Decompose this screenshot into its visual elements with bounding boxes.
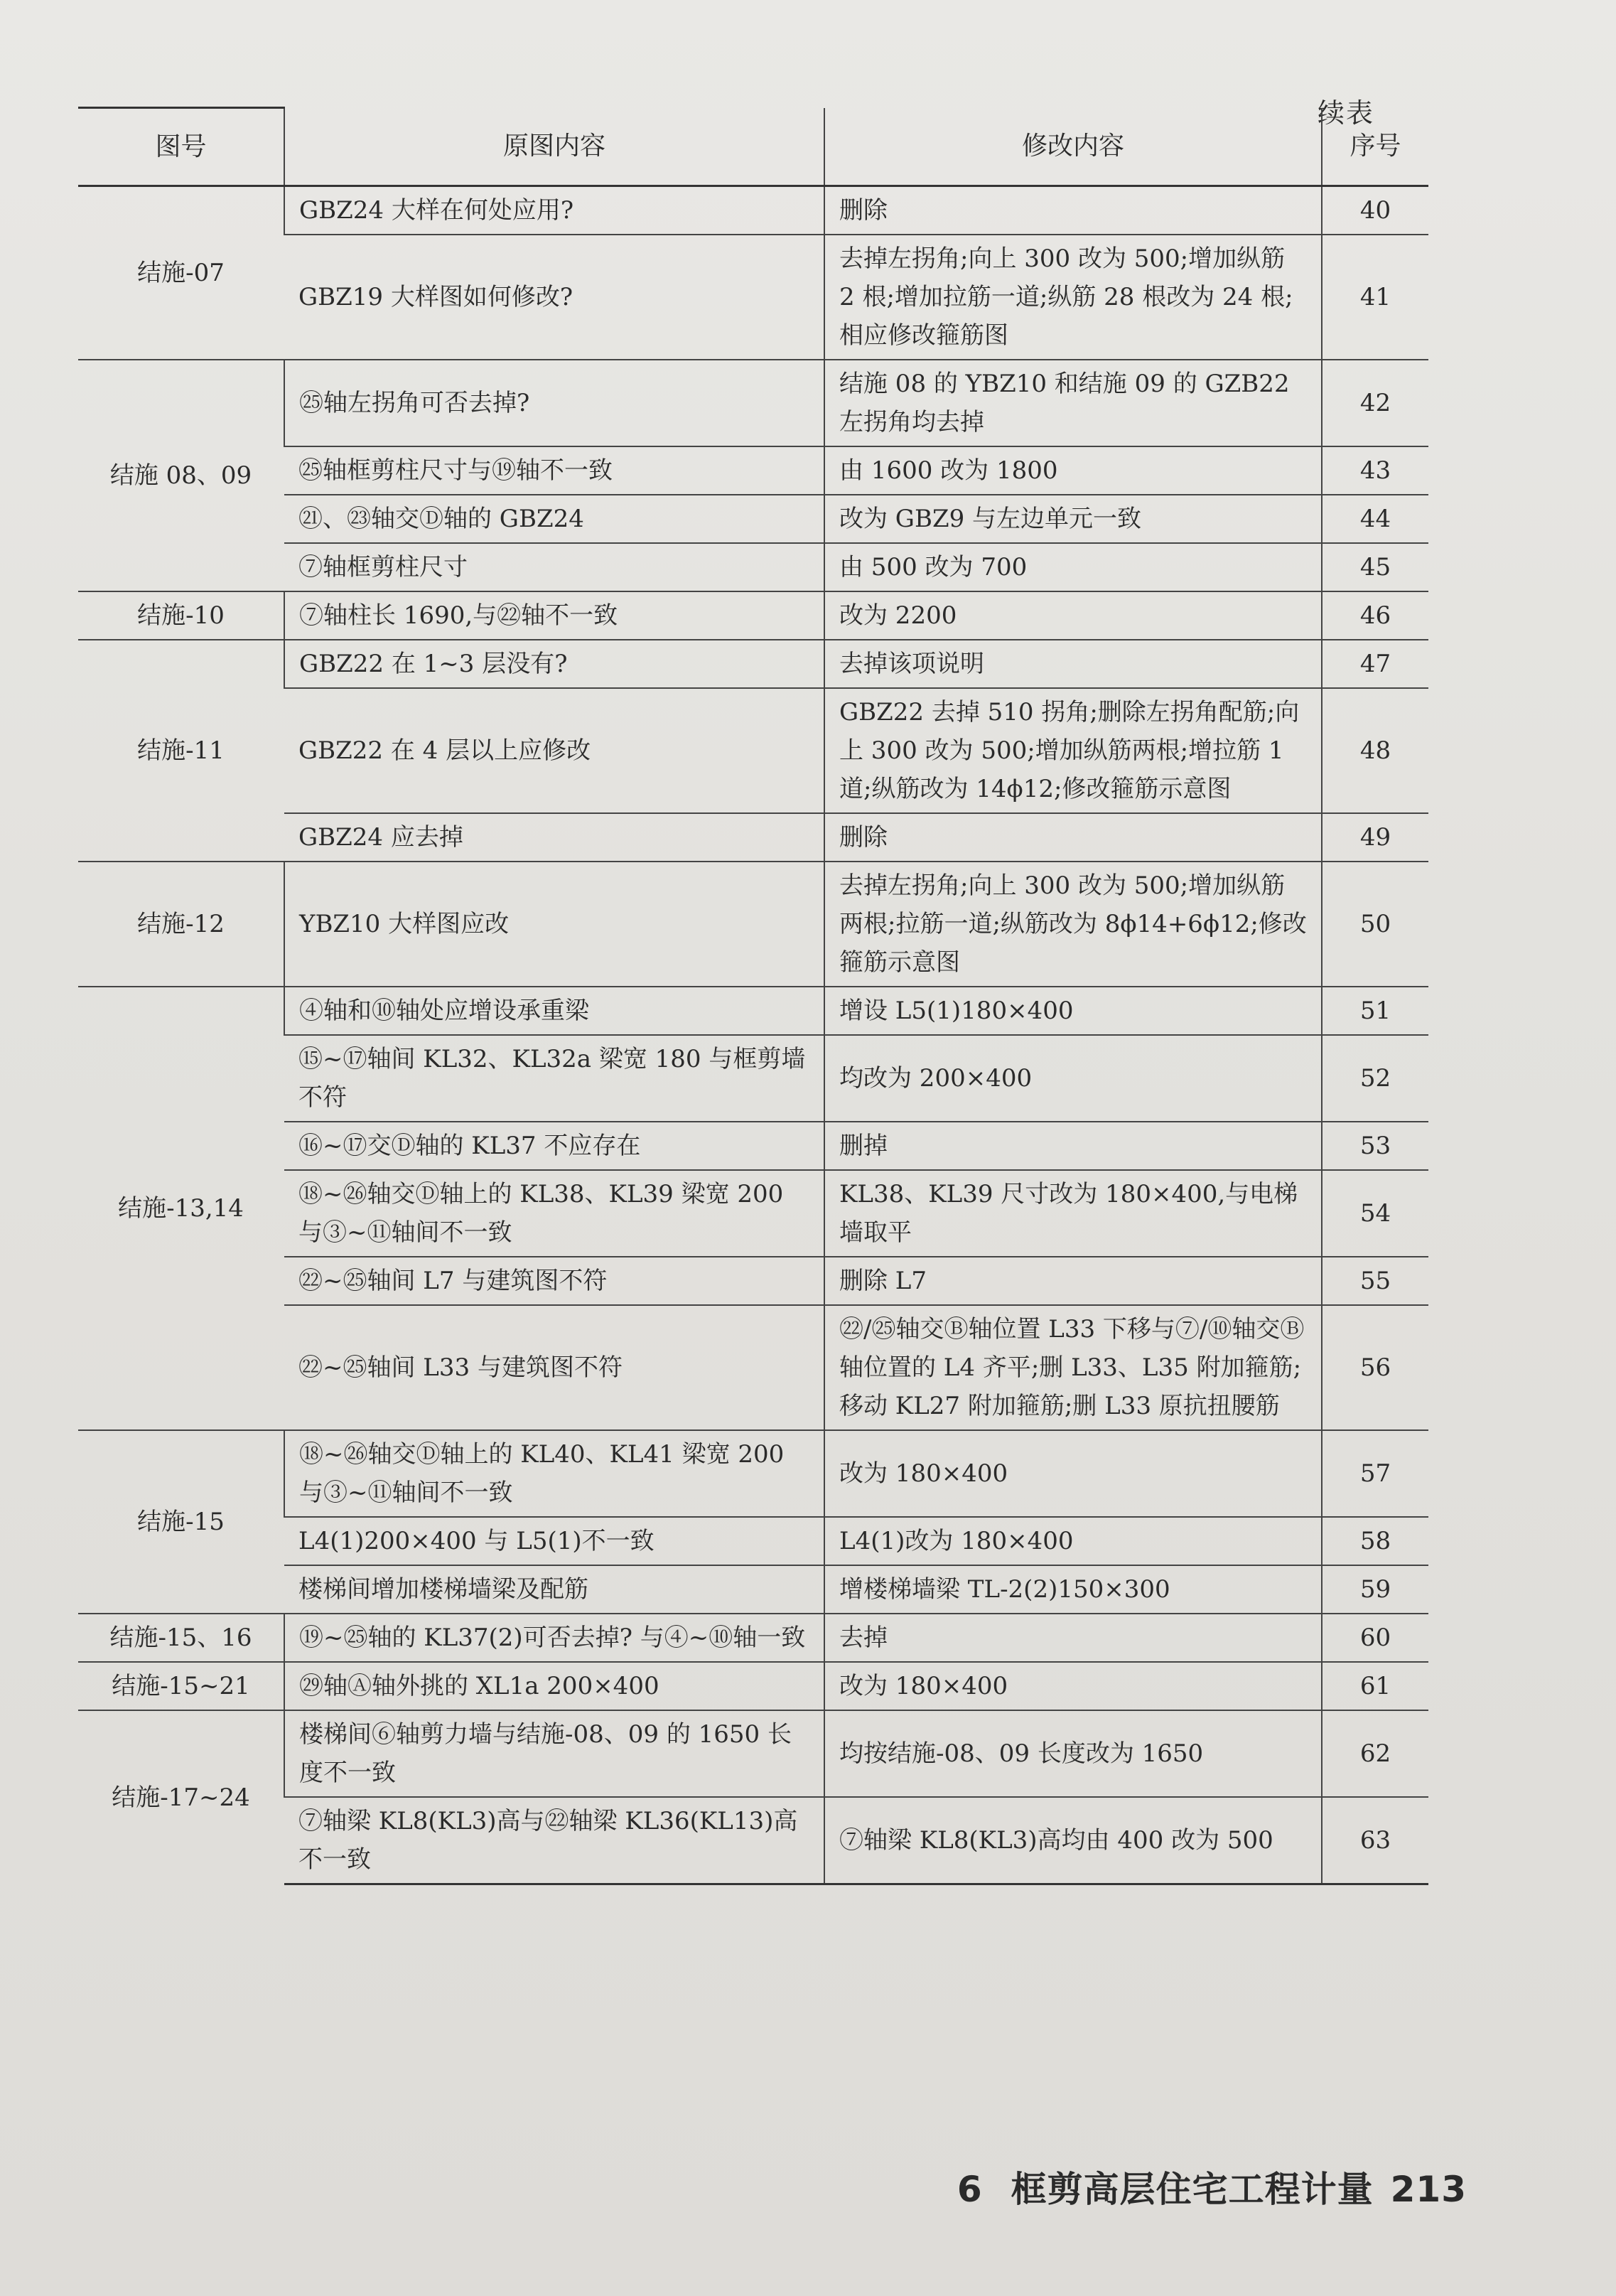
drawing-number-cell: 结施-17~24 bbox=[78, 1710, 284, 1884]
drawing-number-cell: 结施-15、16 bbox=[78, 1614, 284, 1662]
footer-title: 框剪高层住宅工程计量 bbox=[1011, 2169, 1374, 2210]
modification-cell: ⑦轴梁 KL8(KL3)高均由 400 改为 500 bbox=[824, 1797, 1322, 1884]
table-body bbox=[78, 186, 1428, 1884]
seq-cell: 45 bbox=[1322, 543, 1428, 591]
header-drawing-no: 图号 bbox=[78, 108, 284, 186]
original-content-cell: ㉒~㉕轴间 L33 与建筑图不符 bbox=[284, 1305, 824, 1430]
table-row bbox=[78, 640, 1428, 688]
seq-cell: 60 bbox=[1322, 1614, 1428, 1662]
modification-cell: 去掉 bbox=[824, 1614, 1322, 1662]
seq-cell: 54 bbox=[1322, 1170, 1428, 1257]
modification-cell: 均改为 200×400 bbox=[824, 1035, 1322, 1122]
table-header-row bbox=[78, 108, 1428, 186]
original-content-cell: L4(1)200×400 与 L5(1)不一致 bbox=[284, 1517, 824, 1565]
modification-cell: 由 1600 改为 1800 bbox=[824, 446, 1322, 495]
original-content-cell: ㉙轴Ⓐ轴外挑的 XL1a 200×400 bbox=[284, 1662, 824, 1710]
original-content-cell: ㉕轴框剪柱尺寸与⑲轴不一致 bbox=[284, 446, 824, 495]
modification-cell: 均按结施-08、09 长度改为 1650 bbox=[824, 1710, 1322, 1797]
original-content-cell: ㉑、㉓轴交Ⓓ轴的 GBZ24 bbox=[284, 495, 824, 543]
original-content-cell: ⑱~㉖轴交Ⓓ轴上的 KL38、KL39 梁宽 200 与③~⑪轴间不一致 bbox=[284, 1170, 824, 1257]
drawing-number-cell: 结施 08、09 bbox=[78, 360, 284, 591]
original-content-cell: ⑦轴梁 KL8(KL3)高与㉒轴梁 KL36(KL13)高不一致 bbox=[284, 1797, 824, 1884]
modification-cell: 改为 GBZ9 与左边单元一致 bbox=[824, 495, 1322, 543]
table-row bbox=[78, 1710, 1428, 1797]
modification-cell: 去掉左拐角;向上 300 改为 500;增加纵筋两根;拉筋一道;纵筋改为 8ϕ14+6ϕ12;修改箍筋示意图 bbox=[824, 862, 1322, 987]
header-original-content: 原图内容 bbox=[284, 108, 824, 186]
seq-cell: 48 bbox=[1322, 688, 1428, 813]
seq-cell: 41 bbox=[1322, 235, 1428, 360]
seq-cell: 50 bbox=[1322, 862, 1428, 987]
modification-cell: 删掉 bbox=[824, 1122, 1322, 1170]
seq-cell: 51 bbox=[1322, 987, 1428, 1035]
original-content-cell: ㉒~㉕轴间 L7 与建筑图不符 bbox=[284, 1257, 824, 1305]
table-row bbox=[78, 1614, 1428, 1662]
modification-cell: 改为 180×400 bbox=[824, 1662, 1322, 1710]
footer-chapter: 6 bbox=[957, 2169, 983, 2210]
seq-cell: 57 bbox=[1322, 1430, 1428, 1517]
header-modification: 修改内容 bbox=[824, 108, 1322, 186]
seq-cell: 62 bbox=[1322, 1710, 1428, 1797]
footer-page-number: 213 bbox=[1390, 2169, 1467, 2210]
modification-cell: 去掉左拐角;向上 300 改为 500;增加纵筋 2 根;增加拉筋一道;纵筋 28 根改为 24 根;相应修改箍筋图 bbox=[824, 235, 1322, 360]
seq-cell: 49 bbox=[1322, 813, 1428, 862]
seq-cell: 58 bbox=[1322, 1517, 1428, 1565]
table-row bbox=[78, 360, 1428, 446]
page-footer bbox=[957, 2161, 1467, 2212]
table-row bbox=[78, 186, 1428, 235]
modification-cell: 由 500 改为 700 bbox=[824, 543, 1322, 591]
seq-cell: 47 bbox=[1322, 640, 1428, 688]
modification-cell: 增楼梯墙梁 TL-2(2)150×300 bbox=[824, 1565, 1322, 1614]
original-content-cell: GBZ22 在 4 层以上应修改 bbox=[284, 688, 824, 813]
original-content-cell: GBZ24 大样在何处应用? bbox=[284, 186, 824, 235]
seq-cell: 40 bbox=[1322, 186, 1428, 235]
table-row bbox=[78, 1430, 1428, 1517]
modification-cell: 结施 08 的 YBZ10 和结施 09 的 GZB22 左拐角均去掉 bbox=[824, 360, 1322, 446]
original-content-cell: GBZ24 应去掉 bbox=[284, 813, 824, 862]
modification-cell: KL38、KL39 尺寸改为 180×400,与电梯墙取平 bbox=[824, 1170, 1322, 1257]
original-content-cell: ⑦轴柱长 1690,与㉒轴不一致 bbox=[284, 591, 824, 640]
modification-cell: 删除 bbox=[824, 186, 1322, 235]
drawing-number-cell: 结施-11 bbox=[78, 640, 284, 862]
original-content-cell: ⑱~㉖轴交Ⓓ轴上的 KL40、KL41 梁宽 200 与③~⑪轴间不一致 bbox=[284, 1430, 824, 1517]
continued-label: 续表 bbox=[1317, 97, 1374, 129]
seq-cell: 59 bbox=[1322, 1565, 1428, 1614]
original-content-cell: YBZ10 大样图应改 bbox=[284, 862, 824, 987]
drawing-number-cell: 结施-07 bbox=[78, 186, 284, 360]
seq-cell: 52 bbox=[1322, 1035, 1428, 1122]
original-content-cell: GBZ19 大样图如何修改? bbox=[284, 235, 824, 360]
drawing-number-cell: 结施-15 bbox=[78, 1430, 284, 1614]
seq-cell: 43 bbox=[1322, 446, 1428, 495]
seq-cell: 55 bbox=[1322, 1257, 1428, 1305]
seq-cell: 61 bbox=[1322, 1662, 1428, 1710]
original-content-cell: 楼梯间⑥轴剪力墙与结施-08、09 的 1650 长度不一致 bbox=[284, 1710, 824, 1797]
table-row bbox=[78, 1662, 1428, 1710]
modification-cell: 改为 2200 bbox=[824, 591, 1322, 640]
modification-cell: GBZ22 去掉 510 拐角;删除左拐角配筋;向上 300 改为 500;增加纵筋两根;增拉筋 1 道;纵筋改为 14ϕ12;修改箍筋示意图 bbox=[824, 688, 1322, 813]
modification-cell: 去掉该项说明 bbox=[824, 640, 1322, 688]
original-content-cell: ㉕轴左拐角可否去掉? bbox=[284, 360, 824, 446]
drawing-number-cell: 结施-15~21 bbox=[78, 1662, 284, 1710]
seq-cell: 63 bbox=[1322, 1797, 1428, 1884]
table-row bbox=[78, 862, 1428, 987]
original-content-cell: ⑲~㉕轴的 KL37(2)可否去掉? 与④~⑩轴一致 bbox=[284, 1614, 824, 1662]
original-content-cell: GBZ22 在 1~3 层没有? bbox=[284, 640, 824, 688]
seq-cell: 56 bbox=[1322, 1305, 1428, 1430]
modification-table bbox=[78, 107, 1428, 1885]
table-row bbox=[78, 591, 1428, 640]
original-content-cell: ⑮~⑰轴间 KL32、KL32a 梁宽 180 与框剪墙不符 bbox=[284, 1035, 824, 1122]
drawing-number-cell: 结施-12 bbox=[78, 862, 284, 987]
modification-cell: 删除 bbox=[824, 813, 1322, 862]
drawing-number-cell: 结施-10 bbox=[78, 591, 284, 640]
table-row bbox=[78, 987, 1428, 1035]
original-content-cell: ⑯~⑰交Ⓓ轴的 KL37 不应存在 bbox=[284, 1122, 824, 1170]
seq-cell: 42 bbox=[1322, 360, 1428, 446]
original-content-cell: ④轴和⑩轴处应增设承重梁 bbox=[284, 987, 824, 1035]
modification-cell: L4(1)改为 180×400 bbox=[824, 1517, 1322, 1565]
header-seq: 序号 bbox=[1322, 108, 1428, 186]
modification-cell: 改为 180×400 bbox=[824, 1430, 1322, 1517]
seq-cell: 44 bbox=[1322, 495, 1428, 543]
modification-cell: 增设 L5(1)180×400 bbox=[824, 987, 1322, 1035]
modification-cell: 删除 L7 bbox=[824, 1257, 1322, 1305]
seq-cell: 46 bbox=[1322, 591, 1428, 640]
original-content-cell: 楼梯间增加楼梯墙梁及配筋 bbox=[284, 1565, 824, 1614]
drawing-number-cell: 结施-13,14 bbox=[78, 987, 284, 1430]
modification-cell: ㉒/㉕轴交Ⓑ轴位置 L33 下移与⑦/⑩轴交Ⓑ轴位置的 L4 齐平;删 L33、L35 附加箍筋;移动 KL27 附加箍筋;删 L33 原抗扭腰筋 bbox=[824, 1305, 1322, 1430]
original-content-cell: ⑦轴框剪柱尺寸 bbox=[284, 543, 824, 591]
seq-cell: 53 bbox=[1322, 1122, 1428, 1170]
